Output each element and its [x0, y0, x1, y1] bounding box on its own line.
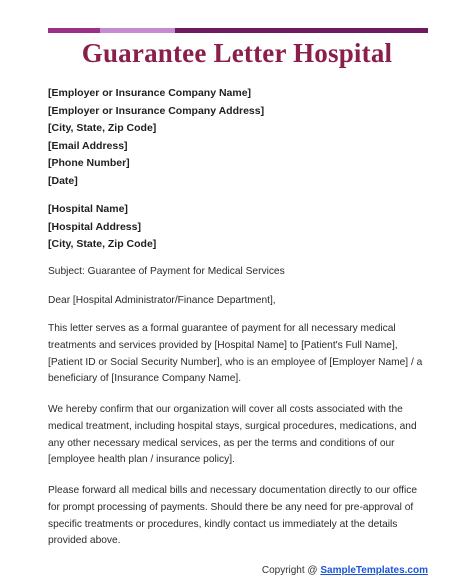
sampletemplates-link[interactable]: SampleTemplates.com	[320, 565, 428, 576]
hospital-city-state-zip: [City, State, Zip Code]	[48, 238, 157, 251]
sender-email: [Email Address]	[48, 139, 128, 152]
bar-segment-middle	[100, 28, 175, 33]
decorative-top-bar	[48, 28, 428, 33]
bar-segment-left	[48, 28, 100, 33]
sender-city-state-zip: [City, State, Zip Code]	[48, 122, 157, 135]
letter-date: [Date]	[48, 174, 78, 187]
sender-phone: [Phone Number]	[48, 157, 130, 170]
hospital-name: [Hospital Name]	[48, 203, 128, 215]
hospital-address-block	[48, 201, 156, 254]
body-paragraph-2: We hereby confirm that our organization will cover all costs associated with the medical treatment, including hospital stays, surgical procedures, medications, and any other necessary medical services, as per the terms and conditions of our [employee health plan / insurance policy].	[48, 404, 417, 466]
sender-company-address: [Employer or Insurance Company Address]	[48, 104, 265, 117]
copyright-footer	[262, 565, 428, 576]
body-paragraph-1: This letter serves as a formal guarantee of payment for all necessary medical treatments and services provided by [Hospital Name] to [Patient's Full Name], [Patient ID or Social Security Number], who is an employee of [Employer Name] / a beneficiary of [Insurance Company Name].	[48, 323, 423, 385]
hospital-address: [Hospital Address]	[48, 220, 141, 233]
sender-company-name: [Employer or Insurance Company Name]	[48, 87, 252, 99]
greeting-line: Dear [Hospital Administrator/Finance Department],	[48, 295, 276, 306]
sender-address-block	[48, 85, 264, 191]
subject-line: Subject: Guarantee of Payment for Medical Services	[48, 266, 285, 277]
page-title: Guarantee Letter Hospital	[81, 38, 393, 68]
copyright-prefix: Copyright @	[261, 565, 318, 576]
bar-segment-right	[175, 28, 428, 33]
body-paragraph-3: Please forward all medical bills and necessary documentation directly to our office for prompt processing of payments. Should there be any need for pre-approval of specific treatments or procedures, kindly contact us immediately at the details provided above.	[48, 485, 418, 547]
